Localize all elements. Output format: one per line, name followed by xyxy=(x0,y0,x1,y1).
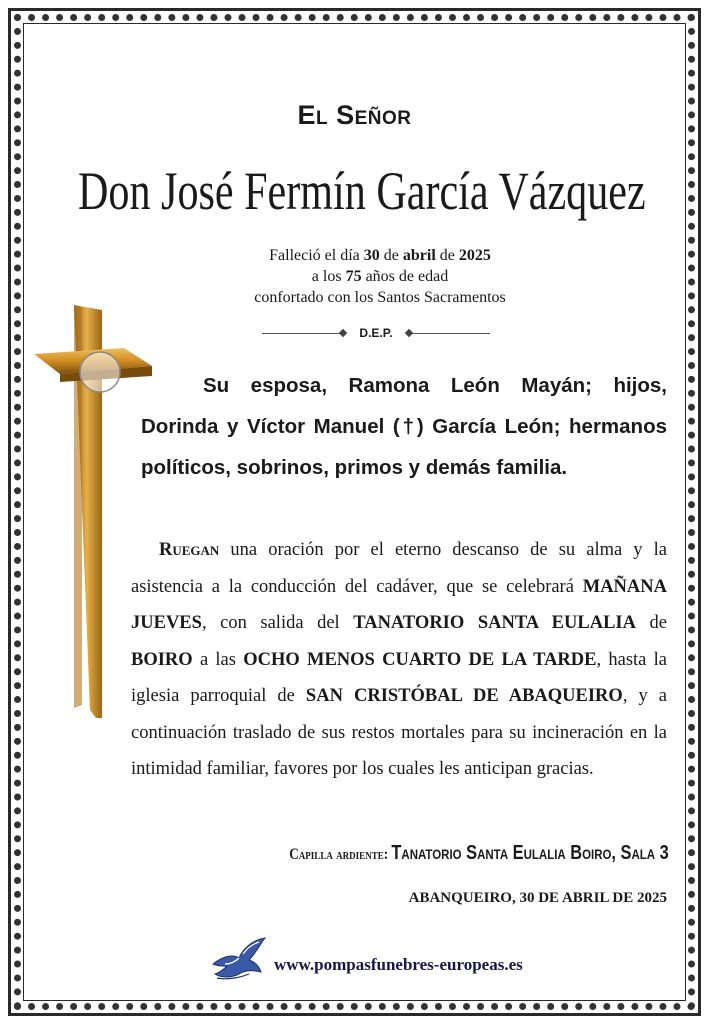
family-paragraph: Su esposa, Ramona León Mayán; hijos, Dorinda y Víctor Manuel (†) García León; hermanos políticos, sobrinos, primos y demás familia. xyxy=(141,374,667,479)
service-paragraph xyxy=(131,532,667,788)
death-month: abril xyxy=(402,247,436,264)
website-link[interactable]: www.pompasfunebres-europeas.es xyxy=(274,955,523,974)
separator-line-left xyxy=(262,333,342,334)
capilla-label: Capilla ardiente: xyxy=(289,846,392,863)
church-text: SAN CRISTÓBAL DE ABAQUEIRO xyxy=(305,686,623,706)
death-info xyxy=(0,245,709,308)
text: de xyxy=(379,247,403,264)
death-date-line xyxy=(0,245,709,266)
text: Falleció el día xyxy=(269,247,364,264)
text: a las xyxy=(192,649,244,670)
diamond-icon xyxy=(339,328,347,336)
separator-line-right xyxy=(410,333,490,334)
town-text: BOIRO xyxy=(131,649,193,670)
text: , hasta la iglesia parroquial de xyxy=(131,649,667,706)
text: , y a continuación traslado de sus restos mortales para su incineración en la intimidad familiar, favores por los cuales les anticipan gracias. xyxy=(131,686,667,779)
text: a los xyxy=(311,268,346,285)
text: , con salida del xyxy=(201,613,354,633)
honorific-title: El Señor xyxy=(297,100,412,130)
ruegan-text: Ruegan xyxy=(159,540,220,560)
day-text: MAÑANA JUEVES xyxy=(131,576,667,633)
text: de xyxy=(435,247,459,264)
death-year: 2025 xyxy=(458,247,491,264)
time-text: OCHO MENOS CUARTO DE LA TARDE xyxy=(243,649,597,670)
dove-icon xyxy=(209,934,269,987)
death-day: 30 xyxy=(363,247,380,264)
diamond-icon xyxy=(405,328,413,336)
text: años de edad xyxy=(361,268,449,285)
dep-label: D.E.P. xyxy=(359,326,393,340)
deceased-name: Don José Fermín García Vázquez xyxy=(77,161,646,221)
sacraments-line: confortado con los Santos Sacramentos xyxy=(254,289,506,306)
text: una oración por el eterno descanso de su alma y la asistencia a la conducción del cadáver, que se celebrará xyxy=(131,540,667,597)
tanatorio-text: TANATORIO SANTA EULALIA xyxy=(353,613,636,633)
age-value: 75 xyxy=(345,268,362,285)
capilla-ardiente xyxy=(290,842,669,865)
text: de xyxy=(635,613,667,633)
dep-separator xyxy=(262,322,490,344)
place-date: ABANQUEIRO, 30 DE ABRIL DE 2025 xyxy=(408,890,667,906)
capilla-value: Tanatorio Santa Eulalia Boiro, Sala 3 xyxy=(391,842,669,864)
age-line xyxy=(0,266,709,287)
